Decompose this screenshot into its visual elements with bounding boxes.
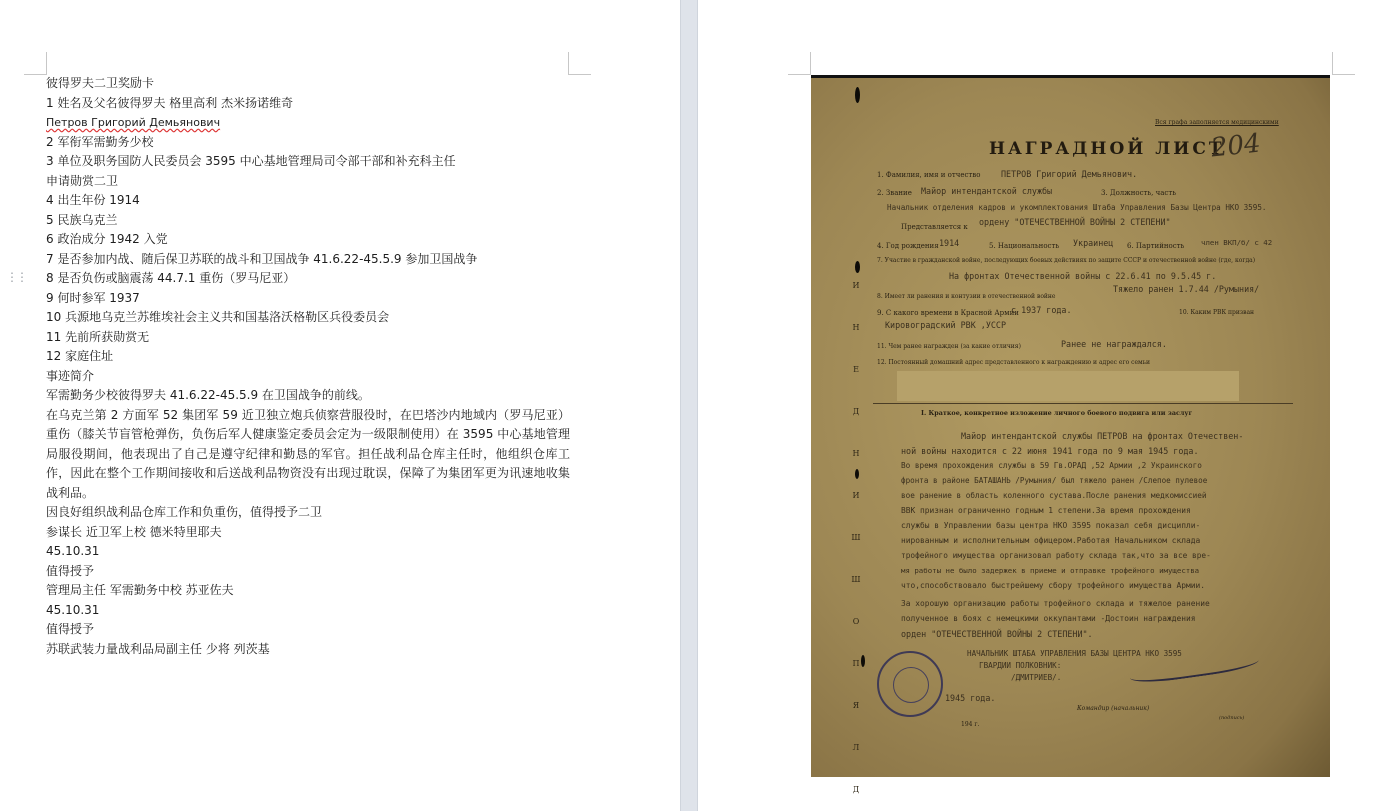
drag-handle-icon[interactable]: ⋮⋮	[6, 270, 26, 284]
scan-row-label: 11. Чем ранее награжден (за какие отличия)	[877, 343, 1021, 350]
scan-row-label: Представляется к	[901, 223, 968, 231]
scan-row-value: Кировоградский РВК ,УССР	[885, 320, 1007, 330]
doc-line: 9 何时参军 1937	[46, 290, 140, 305]
scan-row-label: 5. Национальность	[989, 242, 1060, 250]
scan-row-label: 4. Год рождения	[877, 242, 939, 250]
scan-commander-label: Командир (начальник)	[1077, 705, 1150, 712]
scan-signature-line: ГВАРДИИ ПОЛКОВНИК:	[979, 661, 1062, 670]
doc-paragraph: 在乌克兰第 2 方面军 52 集团军 59 近卫独立炮兵侦察营服役时，在巴塔沙内地域内（罗马尼亚）重伤（膝关节盲管枪弹伤，负伤后军人健康鉴定委员会定为一级限制使用）在 3595 中心基地管理局服役期间，他表现出了自己是遵守纪律和勤恳的军官。担任战利品仓库主任时，他组织仓库工作，因此在整个工作期间接收和后送战利品物资没有出现过耽误，保障了为集团军更为讯速地收集战利品。	[46, 407, 570, 500]
scan-row-value: с 1937 года.	[1011, 305, 1072, 315]
scan-body-line: нированным и исполнительным офицером.Работая Начальником склада	[901, 536, 1201, 545]
scan-signature-line: НАЧАЛЬНИК ШТАБА УПРАВЛЕНИЯ БАЗЫ ЦЕНТРА НКО 3595	[967, 649, 1182, 658]
scan-row-label: 7. Участие в гражданской войне, последующих боевых действиях по защите СССР и отечественной войне (где, когда)	[877, 257, 1256, 264]
scan-row-label: 8. Имеет ли ранения и контузии в отечественной войне	[877, 293, 1056, 300]
scan-row-value: 1914	[939, 238, 960, 248]
doc-line: 值得授予	[46, 563, 95, 578]
doc-line: 8 是否负伤或脑震荡 44.7.1 重伤（罗马尼亚）	[46, 271, 296, 285]
doc-line: 事迹简介	[46, 368, 95, 383]
page-divider	[680, 0, 698, 811]
scan-body-line: вое ранение в область коленного сустава.После ранения медкомиссией	[901, 491, 1207, 500]
doc-line: 军需勤务少校彼得罗夫 41.6.22-45.5.9 在卫国战争的前线。	[46, 388, 370, 402]
doc-line: 11 先前所获勋赏无	[46, 329, 150, 344]
scan-row-value: Майор интендантской службы	[921, 186, 1053, 196]
document-page-left	[0, 0, 680, 811]
doc-line: 因良好组织战利品仓库工作和负重伤，值得授予二卫	[46, 505, 323, 519]
doc-line: 申请勋赏二卫	[46, 173, 119, 188]
scan-body-line: что,способствовало быстрейшему сбору трофейного имущества Армии.	[901, 581, 1206, 590]
margin-corner-top-right	[568, 52, 591, 75]
scan-row-label: 10. Каким РВК призван	[1179, 309, 1255, 316]
scan-body-line: трофейного имущества организовал работу склада так,что за все вре-	[901, 551, 1211, 560]
scan-row-value: ПЕТРОВ Григорий Демьянович.	[1001, 169, 1138, 179]
doc-line: 管理局主任 军需勤务中校 苏亚佐夫	[46, 583, 234, 597]
scan-row-value: Начальник отделения кадров и укомплектования Штаба Управления Базы Центра НКО 3595.	[887, 203, 1267, 212]
doc-line: 4 出生年份 1914	[46, 193, 140, 207]
scan-side-vertical-label: И Н Е Д Н И Ш Ш О П Я Л Д	[851, 281, 861, 794]
official-stamp-icon	[877, 651, 943, 717]
scan-header-note: Вся графа заполняется медицинскими	[1155, 119, 1279, 126]
scan-body-line: орден "ОТЕЧЕСТВЕННОЙ ВОЙНЫ 2 СТЕПЕНИ".	[901, 629, 1093, 639]
doc-line-russian-name: Петров Григорий Демьянович	[46, 116, 221, 129]
doc-line: 12 家庭住址	[46, 349, 114, 363]
scan-body-line: За хорошую организацию работы трофейного склада и тяжелое ранение	[901, 599, 1210, 608]
scan-row-value: На фронтах Отечественной войны с 22.6.41 по 9.5.45 г.	[949, 271, 1217, 281]
doc-title: 彼得罗夫二卫奖励卡	[46, 76, 155, 90]
scan-mark	[861, 655, 865, 667]
scan-body-line: ВВК признан ограниченно годным 1 степени.За время прохождения	[901, 506, 1191, 515]
scan-row-label: 1. Фамилия, имя и отчество	[877, 171, 981, 179]
scan-row-value: член ВКП/б/ с 42	[1201, 238, 1273, 247]
scan-signature-caption: (подпись)	[1219, 715, 1245, 721]
margin-corner-top-right	[1332, 52, 1355, 75]
doc-line: 苏联武装力量战利品局副主任 少将 列茨基	[46, 641, 270, 656]
doc-line: 6 政治成分 1942 入党	[46, 232, 168, 246]
scan-edge	[811, 75, 1330, 78]
margin-corner-top-left	[24, 52, 47, 75]
doc-line: 值得授予	[46, 622, 95, 636]
scan-row-label: 9. С какого времени в Красной Армии	[877, 309, 1019, 317]
scan-body-line: ной войны находится с 22 июня 1941 года по 9 мая 1945 года.	[901, 446, 1199, 456]
scan-row-value: Ранее не награждался.	[1061, 339, 1167, 349]
scan-row-label: 12. Постоянный домашний адрес представленного к награждению и адрес его семьи	[877, 359, 1150, 366]
scan-row-label: 2. Звание	[877, 189, 912, 197]
doc-line: 参谋长 近卫军上校 德米特里耶夫	[46, 524, 222, 539]
doc-line: 1 姓名及父名彼得罗夫 格里高利 杰米扬诺维奇	[46, 95, 294, 110]
scan-title: НАГРАДНОЙ ЛИСТ	[989, 139, 1225, 159]
margin-corner-top-left	[788, 52, 811, 75]
scan-row-value: ордену "ОТЕЧЕСТВЕННОЙ ВОЙНЫ 2 СТЕПЕНИ"	[979, 217, 1171, 227]
scan-body-line: службы в Управлении базы центра НКО 3595 показал себя дисципли-	[901, 521, 1201, 530]
doc-line: 7 是否参加内战、随后保卫苏联的战斗和卫国战争 41.6.22-45.5.9 参加卫国战争	[46, 251, 478, 266]
document-text[interactable]	[46, 74, 570, 659]
scan-section-title: I. Краткое, конкретное изложение личного боевого подвига или заслуг	[921, 409, 1193, 417]
doc-line: 3 单位及职务国防人民委员会 3595 中心基地管理局司令部干部和补充科主任	[46, 154, 456, 168]
scan-mark	[855, 87, 860, 103]
scan-rule	[873, 403, 1293, 404]
scan-body-line: фронта в районе БАТАШАНЬ /Румыния/ был тяжело ранен /Слепое пулевое	[901, 476, 1208, 485]
doc-line: 2 军衔军需勤务少校	[46, 134, 154, 149]
scan-body-line: Во время прохождения службы в 59 Гв.ОРАД ,52 Армии ,2 Украинского	[901, 461, 1202, 470]
scan-body-line: полученное в боях с немецкими оккупантами -Достоин награждения	[901, 614, 1196, 623]
scan-body-line: мя работы не было задержек в приеме и отправке трофейного имущества	[901, 566, 1200, 575]
scan-row-label: 3. Должность, часть	[1101, 189, 1177, 197]
scan-row-label: 6. Партийность	[1127, 242, 1185, 250]
doc-line: 5 民族乌克兰	[46, 212, 118, 227]
scan-signature-line: /ДМИТРИЕВ/.	[1011, 673, 1062, 682]
doc-line: 10 兵源地乌克兰苏维埃社会主义共和国基洛沃格勒区兵役委员会	[46, 310, 390, 324]
scan-date-line: 1945 года.	[945, 693, 996, 703]
doc-line: 45.10.31	[46, 544, 100, 558]
scan-row-value: Украинец	[1073, 238, 1114, 248]
scan-body-line: Майор интендантской службы ПЕТРОВ на фронтах Отечествен-	[961, 431, 1244, 441]
doc-line: 45.10.31	[46, 602, 100, 617]
scan-redacted-address	[897, 371, 1239, 401]
scan-number: 204	[1209, 128, 1263, 164]
scan-day-line: 194 г.	[961, 721, 980, 728]
scanned-award-sheet-image[interactable]	[811, 75, 1330, 794]
scan-row-value: Тяжело ранен 1.7.44 /Румыния/	[1113, 284, 1260, 294]
